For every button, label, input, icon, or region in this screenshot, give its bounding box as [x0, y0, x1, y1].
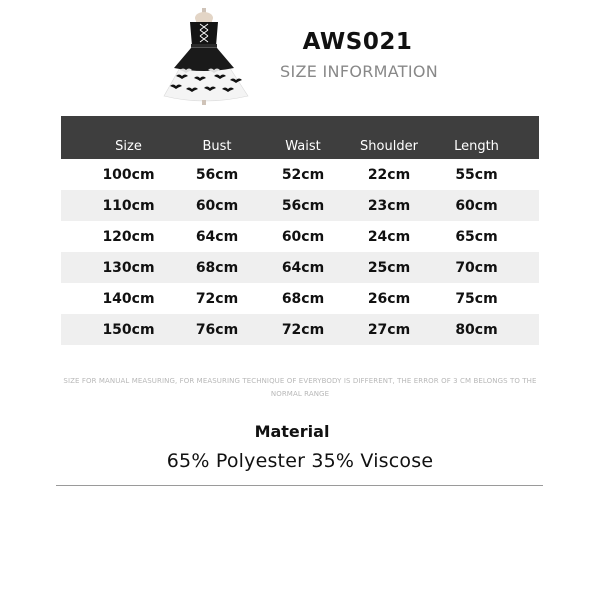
table-row	[61, 283, 539, 314]
table-row	[61, 314, 539, 345]
cell-shoulder: 24cm	[367, 228, 411, 245]
material-value: 65% Polyester 35% Viscose	[166, 450, 434, 472]
material-label: Material	[254, 422, 330, 441]
cell-length: 75cm	[455, 290, 498, 307]
cell-bust: 76cm	[195, 321, 239, 338]
column-header-length: Length	[454, 139, 499, 154]
cell-size: 130cm	[102, 259, 155, 276]
table-row	[61, 221, 539, 252]
cell-waist: 72cm	[281, 321, 325, 338]
cell-waist: 60cm	[281, 228, 325, 245]
cell-size: 120cm	[102, 228, 155, 245]
cell-shoulder: 22cm	[367, 166, 411, 183]
cell-bust: 56cm	[195, 166, 239, 183]
cell-size: 110cm	[102, 197, 155, 214]
cell-length: 70cm	[455, 259, 498, 276]
table-header	[61, 116, 539, 159]
cell-shoulder: 23cm	[367, 197, 411, 214]
cell-waist: 52cm	[281, 166, 325, 183]
cell-size: 140cm	[102, 290, 155, 307]
cell-bust: 72cm	[195, 290, 239, 307]
cell-shoulder: 25cm	[367, 259, 411, 276]
cell-size: 150cm	[102, 321, 155, 338]
table-row	[61, 190, 539, 221]
column-header-waist: Waist	[285, 139, 321, 154]
cell-waist: 64cm	[281, 259, 325, 276]
cell-length: 80cm	[455, 321, 498, 338]
dress-on-mannequin-icon	[160, 6, 252, 106]
size-table	[61, 116, 539, 345]
model-code-title: AWS021	[302, 29, 413, 55]
cell-length: 60cm	[455, 197, 498, 214]
cell-length: 65cm	[455, 228, 498, 245]
cell-bust: 60cm	[195, 197, 239, 214]
column-header-bust: Bust	[202, 139, 232, 154]
cell-size: 100cm	[102, 166, 155, 183]
table-row	[61, 252, 539, 283]
divider	[56, 485, 543, 486]
cell-waist: 68cm	[281, 290, 325, 307]
measuring-note: SIZE FOR MANUAL MEASURING, FOR MEASURING TECHNIQUE OF EVERYBODY IS DIFFERENT, THE ERROR OF 3 CM BELONGS TO THE NORMAL RANGE	[63, 377, 537, 398]
cell-shoulder: 27cm	[367, 321, 411, 338]
cell-bust: 64cm	[195, 228, 239, 245]
column-header-size: Size	[115, 139, 142, 154]
cell-bust: 68cm	[195, 259, 239, 276]
column-header-shoulder: Shoulder	[360, 139, 418, 154]
cell-waist: 56cm	[281, 197, 325, 214]
size-information-subtitle: SIZE INFORMATION	[280, 62, 438, 81]
cell-length: 55cm	[455, 166, 498, 183]
cell-shoulder: 26cm	[367, 290, 411, 307]
table-row	[61, 159, 539, 190]
